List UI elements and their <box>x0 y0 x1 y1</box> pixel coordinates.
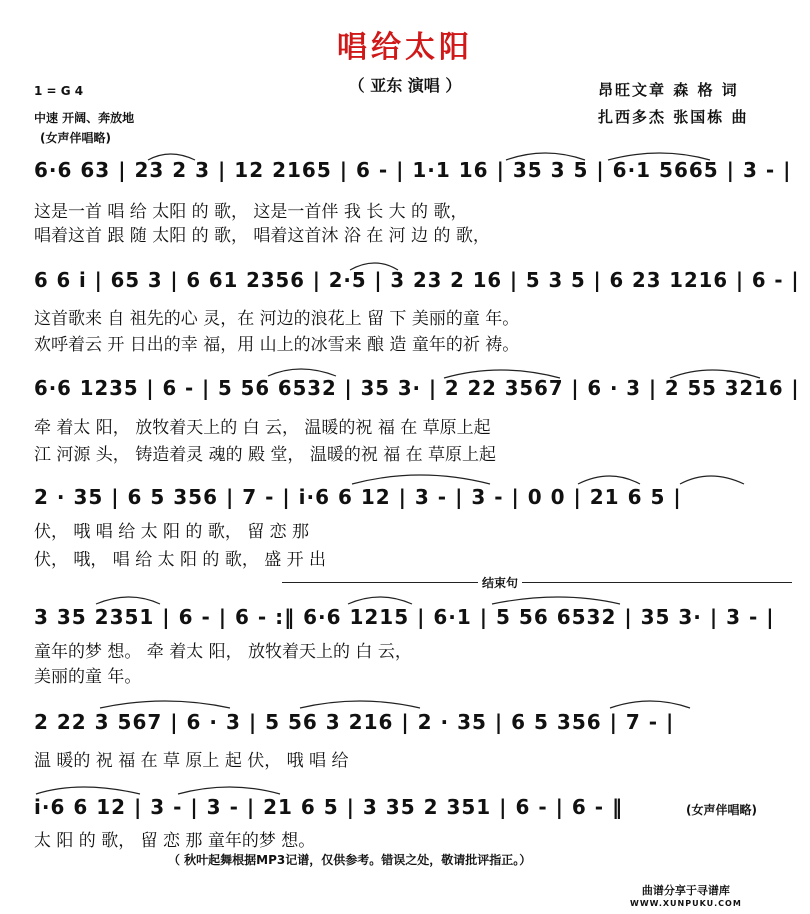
lyricist-credit: 昂旺文章 森 格 词 <box>598 81 739 99</box>
lyric-line-2b: 欢呼着云 开 日出的幸 福，用 山上的冰雪来 酿 造 童年的祈 祷。 <box>34 335 520 355</box>
notation-line-1: 6·6 63 | 23 2 3 | 12 2165 | 6 - | 1·1 16 | 35 3 5 | 6·1 5665 | 3 - | <box>34 158 792 182</box>
ending-phrase-label: 结束句 <box>478 574 522 591</box>
notation-line-5: 3 35 2351 | 6 - | 6 - :‖ 6·6 1215 | 6·1 | 5 56 6532 | 35 3· | 3 - | <box>34 605 775 629</box>
lyric-line-2a: 这首歌来 自 祖先的心 灵，在 河边的浪花上 留 下 美丽的童 年。 <box>34 309 520 329</box>
lyric-line-1b: 唱着这首 跟 随 太阳 的 歌， 唱着这首沐 浴 在 河 边 的 歌， <box>34 226 490 246</box>
song-title: 唱给太阳 <box>337 30 473 65</box>
lyric-line-5a: 童年的梦 想。 牵 着太 阳， 放牧着天上的 白 云， <box>34 642 412 662</box>
watermark-url: WWW.XUNPUKU.COM <box>630 899 742 908</box>
key-signature: 1 = G 4 <box>34 84 84 98</box>
lyric-line-3b: 江 河源 头， 铸造着灵 魂的 殿 堂， 温暖的祝 福 在 草原上起 <box>34 445 497 465</box>
lyric-line-7a: 太 阳 的 歌， 留 恋 那 童年的梦 想。 <box>34 831 316 851</box>
lyric-line-4b: 伏， 哦， 唱 给 太 阳 的 歌， 盛 开 出 <box>34 550 327 570</box>
footer-note: （ 秋叶起舞根据MP3记谱，仅供参考。错误之处，敬请批评指正。） <box>168 853 532 867</box>
notation-line-4: 2 · 35 | 6 5 356 | 7 - | i·6 6 12 | 3 - | 3 - | 0 0 | 21 6 5 | <box>34 485 682 509</box>
notation-line-7: i·6 6 12 | 3 - | 3 - | 21 6 5 | 3 35 2 351 | 6 - | 6 - ‖ <box>34 795 623 819</box>
notation-line-2: 6 6 i | 65 3 | 6 61 2356 | 2·5 | 3 23 2 16 | 5 3 5 | 6 23 1216 | 6 - | <box>34 268 800 292</box>
lyric-line-6a: 温 暖的 祝 福 在 草 原上 起 伏， 哦 唱 给 <box>34 751 349 771</box>
lyric-line-4a: 伏， 哦 唱 给 太 阳 的 歌， 留 恋 那 <box>34 522 310 542</box>
notation-line-3: 6·6 1235 | 6 - | 5 56 6532 | 35 3· | 2 22 3567 | 6 · 3 | 2 55 3216 | <box>34 376 800 400</box>
watermark-line-1: 曲谱分享于寻谱库 <box>641 884 730 897</box>
chorus-note: (女声伴唱略) <box>40 131 111 145</box>
lyric-line-5b: 美丽的童 年。 <box>34 667 142 687</box>
lyric-line-1a: 这是一首 唱 给 太阳 的 歌， 这是一首伴 我 长 大 的 歌， <box>34 202 468 222</box>
tempo-marking: 中速 开阔、奔放地 <box>34 111 135 125</box>
closing-chorus-note: (女声伴唱略) <box>686 803 757 817</box>
notation-line-6: 2 22 3 567 | 6 · 3 | 5 56 3 216 | 2 · 35 | 6 5 356 | 7 - | <box>34 710 675 734</box>
performer-line: （ 亚东 演唱 ） <box>348 76 462 95</box>
composer-credit: 扎西多杰 张国栋 曲 <box>598 108 749 126</box>
lyric-line-3a: 牵 着太 阳， 放牧着天上的 白 云， 温暖的祝 福 在 草原上起 <box>34 418 491 438</box>
